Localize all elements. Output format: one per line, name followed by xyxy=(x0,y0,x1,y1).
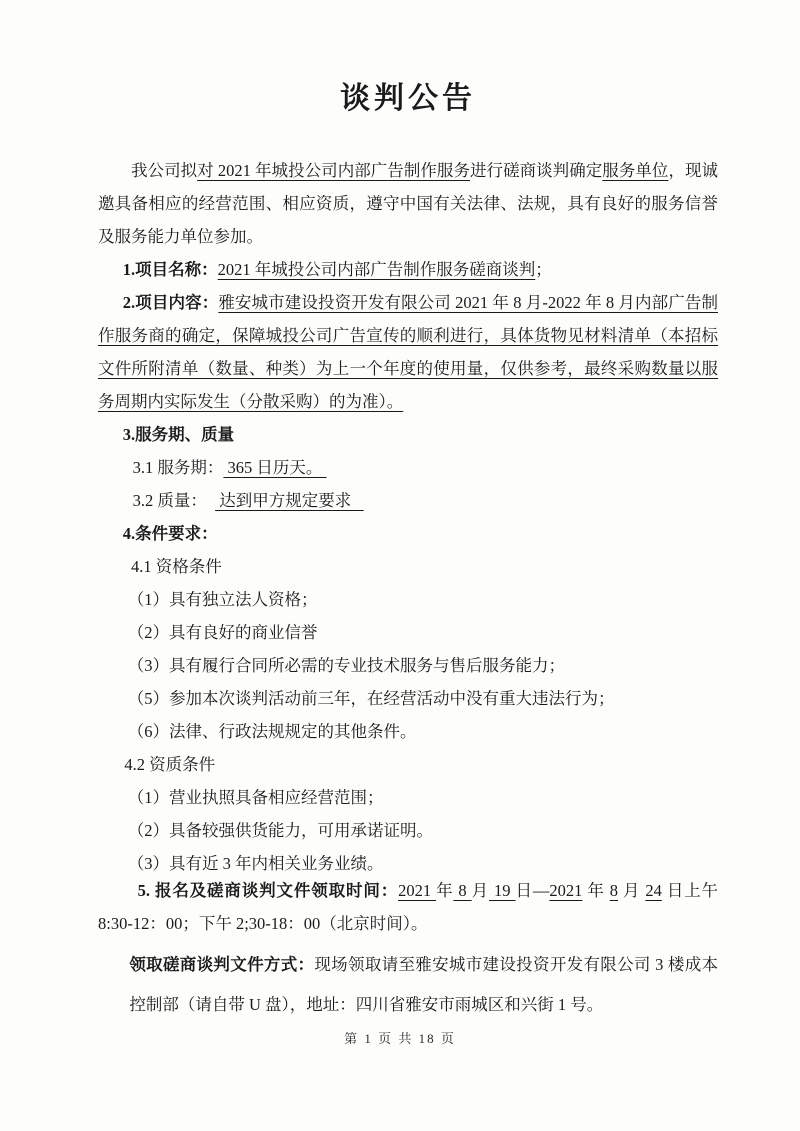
paragraph-list xyxy=(98,649,718,682)
text-segment: （3）具有履行合同所必需的专业技术服务与售后服务能力； xyxy=(127,656,565,675)
paragraph-list xyxy=(98,781,718,814)
text-segment: 8 xyxy=(453,881,472,900)
text-segment: 日上午8:30-12：00；下午 2;30-18：00（北京时间）。 xyxy=(98,881,719,933)
text-segment: 我公司拟 xyxy=(131,161,198,180)
text-segment: 24 xyxy=(645,881,662,900)
paragraph-list xyxy=(98,715,718,748)
text-segment: 进行磋商谈判确定 xyxy=(470,161,603,180)
paragraph-item5 xyxy=(98,874,718,940)
paragraph-intro xyxy=(98,154,718,253)
text-segment: （3）具有近 3 年内相关业务业绩。 xyxy=(127,854,384,873)
text-segment: （5）参加本次谈判活动前三年，在经营活动中没有重大违法行为； xyxy=(127,689,615,708)
page-title: 谈判公告 xyxy=(340,82,476,115)
text-segment: 年 xyxy=(436,881,454,900)
paragraph-sub xyxy=(98,484,718,517)
text-segment: （1）营业执照具备相应经营范围； xyxy=(127,788,384,807)
paragraph-container xyxy=(98,154,718,1025)
text-segment: 3.2 质量： xyxy=(132,491,207,510)
paragraph-item xyxy=(98,253,718,286)
text-segment: 4.条件要求： xyxy=(122,524,218,543)
page-number: 第 1 页 共 18 页 xyxy=(344,1031,456,1046)
text-segment: 年 xyxy=(582,881,610,900)
text-segment: 对 2021 年城投公司内部广告制作服务 xyxy=(197,161,470,180)
paragraph-heading xyxy=(98,418,718,451)
text-segment: 2021 年城投公司内部广告制作服务磋商谈判 xyxy=(217,260,536,279)
text-segment: 日— xyxy=(515,881,550,900)
text-segment: 1.项目名称： xyxy=(122,260,218,279)
text-segment: （1）具有独立法人资格； xyxy=(127,590,318,609)
paragraph-list xyxy=(98,682,718,715)
paragraph-item xyxy=(98,286,718,418)
text-segment xyxy=(207,491,215,510)
text-segment: （2）具有良好的商业信誉 xyxy=(127,623,318,642)
paragraph-list xyxy=(98,583,718,616)
text-segment: 服务单位 xyxy=(602,161,669,180)
text-segment: 领取磋商谈判文件方式： xyxy=(129,955,315,974)
text-segment: 月 xyxy=(471,881,490,900)
text-segment: 达到甲方规定要求 xyxy=(215,491,364,510)
text-segment: （6）法律、行政法规规定的其他条件。 xyxy=(127,722,417,741)
paragraph-list xyxy=(98,616,718,649)
text-segment: 2021 xyxy=(398,881,437,900)
text-segment: 4.2 资质条件 xyxy=(124,755,216,774)
text-segment: 现场领取请至雅安城市建设投资开发有限公司 3 楼成本控制部（请自带 U 盘），地址：四川省雅安市雨城区和兴街 1 号。 xyxy=(129,955,719,1014)
paragraph-note xyxy=(129,945,718,1025)
paragraph-sub42 xyxy=(98,748,718,781)
text-segment: 2021 xyxy=(549,881,583,900)
text-segment: ； xyxy=(535,260,552,279)
paragraph-list xyxy=(98,814,718,847)
text-segment: 5. 报名及磋商谈判文件领取时间： xyxy=(137,881,399,900)
text-segment: 月 xyxy=(618,881,646,900)
text-segment: 4.1 资格条件 xyxy=(131,557,222,576)
text-segment: （2）具备较强供货能力，可用承诺证明。 xyxy=(127,821,433,840)
text-segment: 3.1 服务期： xyxy=(132,458,224,477)
paragraph-sub41 xyxy=(98,550,718,583)
text-segment: 3.服务期、质量 xyxy=(122,425,235,444)
paragraph-heading xyxy=(98,517,718,550)
text-segment: 雅安城市建设投资开发有限公司 2021 年 8 月-2022 年 8 月内部广告制作服务商的确定，保障城投公司广告宣传的顺利进行，具体货物见材料清单（本招标文件所附清单（数量、种类）为上一个年度的使用量，仅供参考，最终采购数量以服务周期内实际发生（分散采购）的为准）。 xyxy=(98,293,718,411)
text-segment: 8 xyxy=(609,881,618,900)
text-segment: 19 xyxy=(489,881,516,900)
text-segment: ，现诚邀具备相应的经营范围、相应资质，遵守中国有关法律、法规，具有良好的服务信誉及服务能力单位参加。 xyxy=(98,161,719,246)
text-segment: 2.项目内容： xyxy=(122,293,219,312)
paragraph-sub xyxy=(98,451,718,484)
text-segment: 365 日历天。 xyxy=(223,458,327,477)
